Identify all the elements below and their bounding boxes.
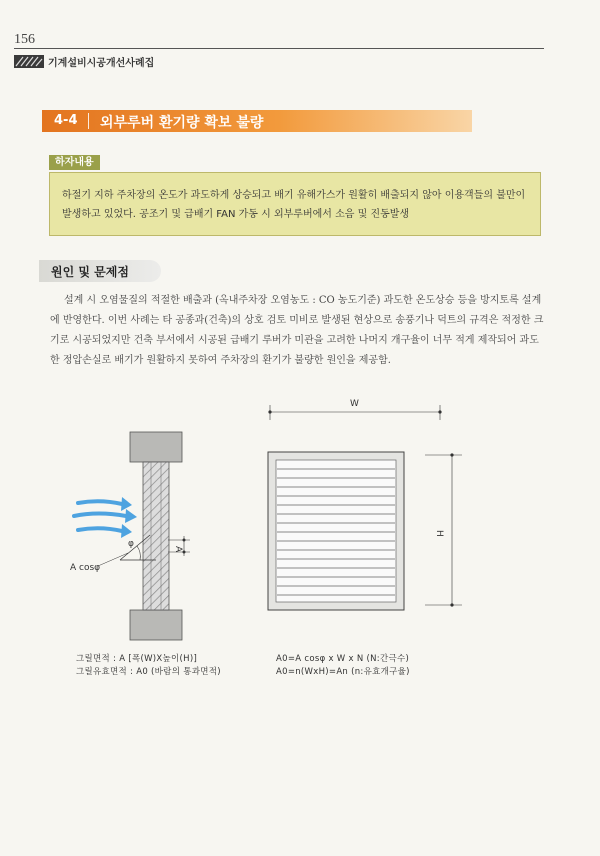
louver-inner-frame — [276, 460, 396, 602]
opening-label-a: A — [173, 546, 183, 553]
defect-tag: 하자내용 — [49, 155, 100, 170]
cause-heading-label: 원인 및 문제점 — [51, 265, 129, 279]
formula-a0-ratio: A0=n(WxH)=An (n:유효개구율) — [276, 667, 410, 677]
louver-front-view — [268, 399, 462, 610]
a-cos-label: A cosφ — [70, 563, 101, 573]
width-label: W — [350, 399, 359, 409]
angle-label: φ — [128, 539, 134, 549]
airflow-arrow-icon — [74, 501, 126, 531]
section-title: 외부루버 환기량 확보 불량 — [100, 115, 264, 131]
caption-effective-area: 그릴유효면적 : A0 (바람의 통과면적) — [76, 667, 221, 677]
formula-a0-cos: A0=A cosφ x W x N (N:간극수) — [276, 654, 410, 664]
wall-bottom-block — [130, 610, 182, 640]
section-number: 4-4 — [54, 113, 78, 128]
wall-top-block — [130, 432, 182, 462]
defect-text: 하절기 지하 주차장의 온도가 과도하게 상승되고 배기 유해가스가 원활히 배출되지 않아 이용객들의 불만이 발생하고 있었다. 공조기 및 급배기 FAN 가동 시 외부루버에서 소음 및 진동발생 — [62, 190, 526, 220]
louver-frame-section — [143, 462, 169, 610]
book-title: 기계설비시공개선사례집 — [48, 58, 155, 69]
height-label: H — [434, 530, 444, 537]
caption-grille-area: 그릴면적 : A [폭(W)X높이(H)] — [76, 654, 198, 664]
page-number: 156 — [14, 32, 35, 47]
louver-section-view — [70, 432, 190, 640]
cause-paragraph: 설계 시 오염물질의 적절한 배출과 (옥내주차장 오염농도 : CO 농도기준) 과도한 온도상승 등을 방지토록 설계에 반영한다. 이번 사례는 타 공종과(건축)의 상호 검토 미비로 발생된 현상으로 송풍기나 덕트의 규격은 적정한 크기로 시공되었지만 건축 부서에서 시공된 급배기 루버가 미관을 고려한 나머지 개구율이 너무 적게 제작되어 과도한 정압손실로 배기가 원활하지 못하여 주차장의 환기가 불량한 원인을 제공함. — [50, 295, 544, 366]
